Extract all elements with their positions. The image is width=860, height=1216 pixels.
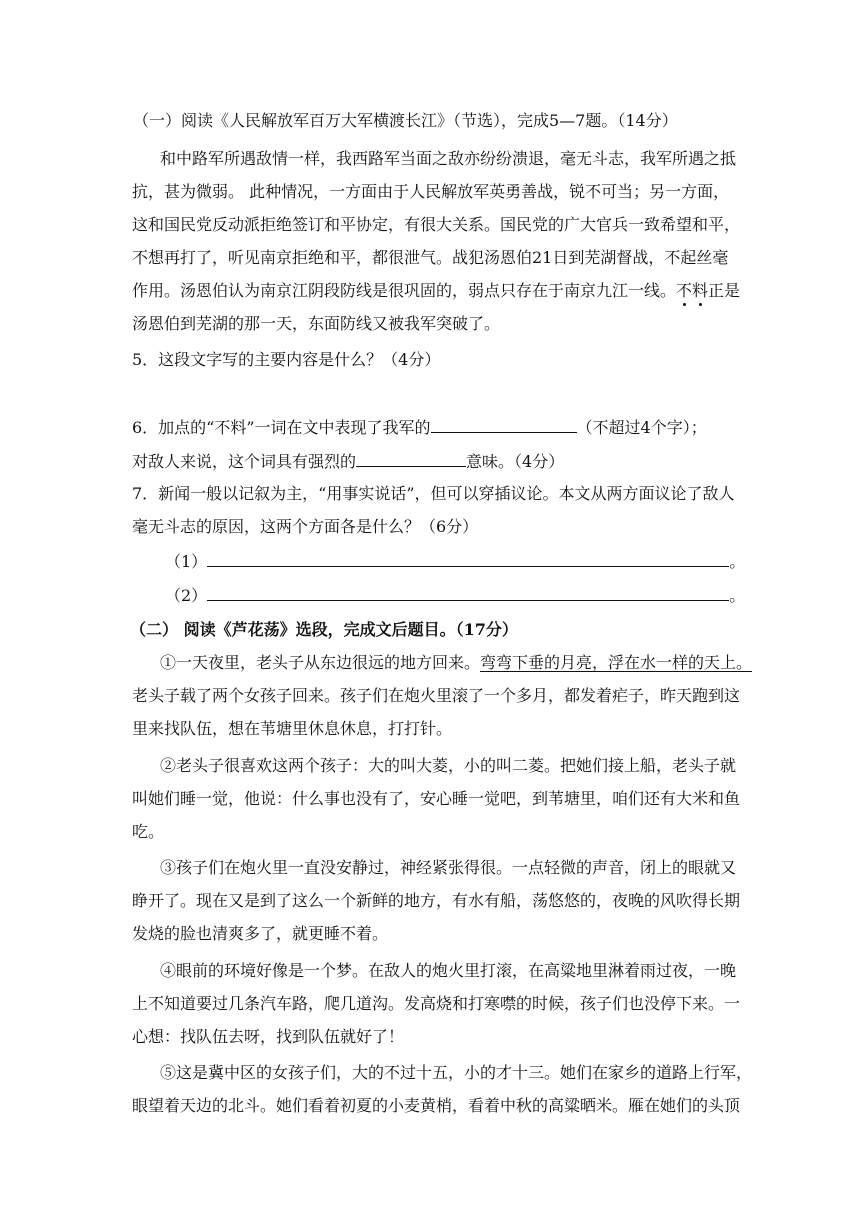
question-7-line-2: 毫无斗志的原因，这两个方面各是什么？（6分）: [132, 517, 479, 536]
answer-1-end: 。: [729, 552, 746, 571]
question-6-blank-1[interactable]: [431, 417, 577, 433]
section-1-paragraph-line-2: 抗，甚为微弱。 此种情况，一方面由于人民解放军英勇善战，锐不可当；另一方面，: [132, 182, 730, 201]
underlined-sentence: 弯弯下垂的月亮，浮在水一样的天上。: [480, 653, 753, 672]
question-7-answer-2: [165, 585, 745, 606]
paragraph-4-line-1: ④眼前的环境好像是一个梦。在敌人的炮火里打滚，在高粱地里淋着雨过夜，一晚: [160, 961, 737, 980]
paragraph-1-line-3: 里来找队伍，想在苇塘里休息休息，打打针。: [132, 719, 453, 738]
paragraph-4-line-3: 心想：找队伍去呀，找到队伍就好了！: [132, 1027, 405, 1046]
paragraph-4-line-2: 上不知道要过几条汽车路，爬几道沟。发高烧和打寒噤的时候，孩子们也没停下来。一: [132, 994, 741, 1013]
question-6-line-1: [132, 417, 707, 438]
section-1-paragraph-line-1: 和中路军所遇敌情一样，我西路军当面之敌亦纷纷溃退，毫无斗志，我军所遇之抵: [160, 149, 737, 168]
section-2-heading: （二） 阅读《芦花荡》选段，完成文后题目。（17分）: [130, 620, 518, 639]
paragraph-3-line-1: ③孩子们在炮火里一直没安静过，神经紧张得很。一点轻微的声音，闭上的眼就又: [160, 858, 737, 877]
paragraph-2-line-2: 叫她们睡一觉，他说：什么事也没有了，安心睡一觉吧，到苇塘里，咱们还有大米和鱼: [132, 789, 741, 808]
question-7-answer-1: [165, 551, 745, 572]
answer-2-end: 。: [729, 586, 746, 605]
section-1-paragraph-line-4: 不想再打了，听见南京拒绝和平，都很泄气。战犯汤恩伯21日到芜湖督战，不起丝毫: [132, 248, 729, 267]
answer-1-label: （1）: [165, 552, 208, 571]
paragraph-3-line-3: 发烧的脸也清爽多了，就更睡不着。: [132, 924, 389, 943]
paragraph-2-line-3: 吃。: [132, 822, 165, 841]
section-1-heading: （一）阅读《人民解放军百万大军横渡长江》（节选），完成5—7题。（14分）: [133, 111, 678, 130]
question-6-line-2: [132, 451, 564, 472]
answer-1-blank[interactable]: [207, 551, 729, 567]
question-6-text-b: （不超过4个字）；: [576, 418, 707, 437]
question-7-line-1: 7．新闻一般以记叙为主，“用事实说话”，但可以穿插议论。本文从两方面议论了敌人: [132, 484, 735, 503]
question-6-text-d: 意味。（4分）: [466, 452, 565, 471]
section-1-paragraph-line-6: 汤恩伯到芜湖的那一天，东面防线又被我军突破了。: [132, 314, 501, 333]
paragraph-1-text: ①一天夜里，老头子从东边很远的地方回来。: [160, 653, 481, 672]
emphasis-char-bu: 不: [676, 281, 693, 300]
section-1-line-5-text: 作用。汤恩伯认为南京江阴段防线是很巩固的，弱点只存在于南京九江一线。: [132, 281, 677, 300]
section-1-line-5-end: 正是: [708, 281, 741, 300]
emphasis-char-liao: 料: [692, 281, 709, 300]
paragraph-1-line-2: 老头子载了两个女孩子回来。孩子们在炮火里滚了一个多月，都发着疟子，昨天跑到这: [132, 686, 741, 705]
paragraph-1-line-1: [160, 653, 752, 673]
section-1-paragraph-line-5: [132, 281, 740, 301]
question-6-text-a: 6．加点的“不料”一词在文中表现了我军的: [132, 418, 431, 437]
question-6-text-c: 对敌人来说，这个词具有强烈的: [132, 452, 357, 471]
paragraph-2-line-1: ②老头子很喜欢这两个孩子：大的叫大菱，小的叫二菱。把她们接上船，老头子就: [160, 756, 737, 775]
paragraph-5-line-2: 眼望着天边的北斗。她们看着初夏的小麦黄梢，看着中秋的高粱晒米。雁在她们的头顶: [132, 1096, 741, 1115]
question-6-blank-2[interactable]: [356, 451, 466, 467]
section-1-paragraph-line-3: 这和国民党反动派拒绝签订和平协定，有很大关系。国民党的广大官兵一致希望和平，: [132, 215, 741, 234]
question-5: 5．这段文字写的主要内容是什么？（4分）: [132, 350, 441, 369]
answer-2-label: （2）: [165, 586, 208, 605]
answer-2-blank[interactable]: [207, 585, 729, 601]
paragraph-5-line-1: ⑤这是冀中区的女孩子们，大的不过十五，小的才十三。她们在家乡的道路上行军，: [160, 1063, 753, 1082]
paragraph-3-line-2: 睁开了。现在又是到了这么一个新鲜的地方，有水有船，荡悠悠的，夜晚的风吹得长期: [132, 891, 741, 910]
